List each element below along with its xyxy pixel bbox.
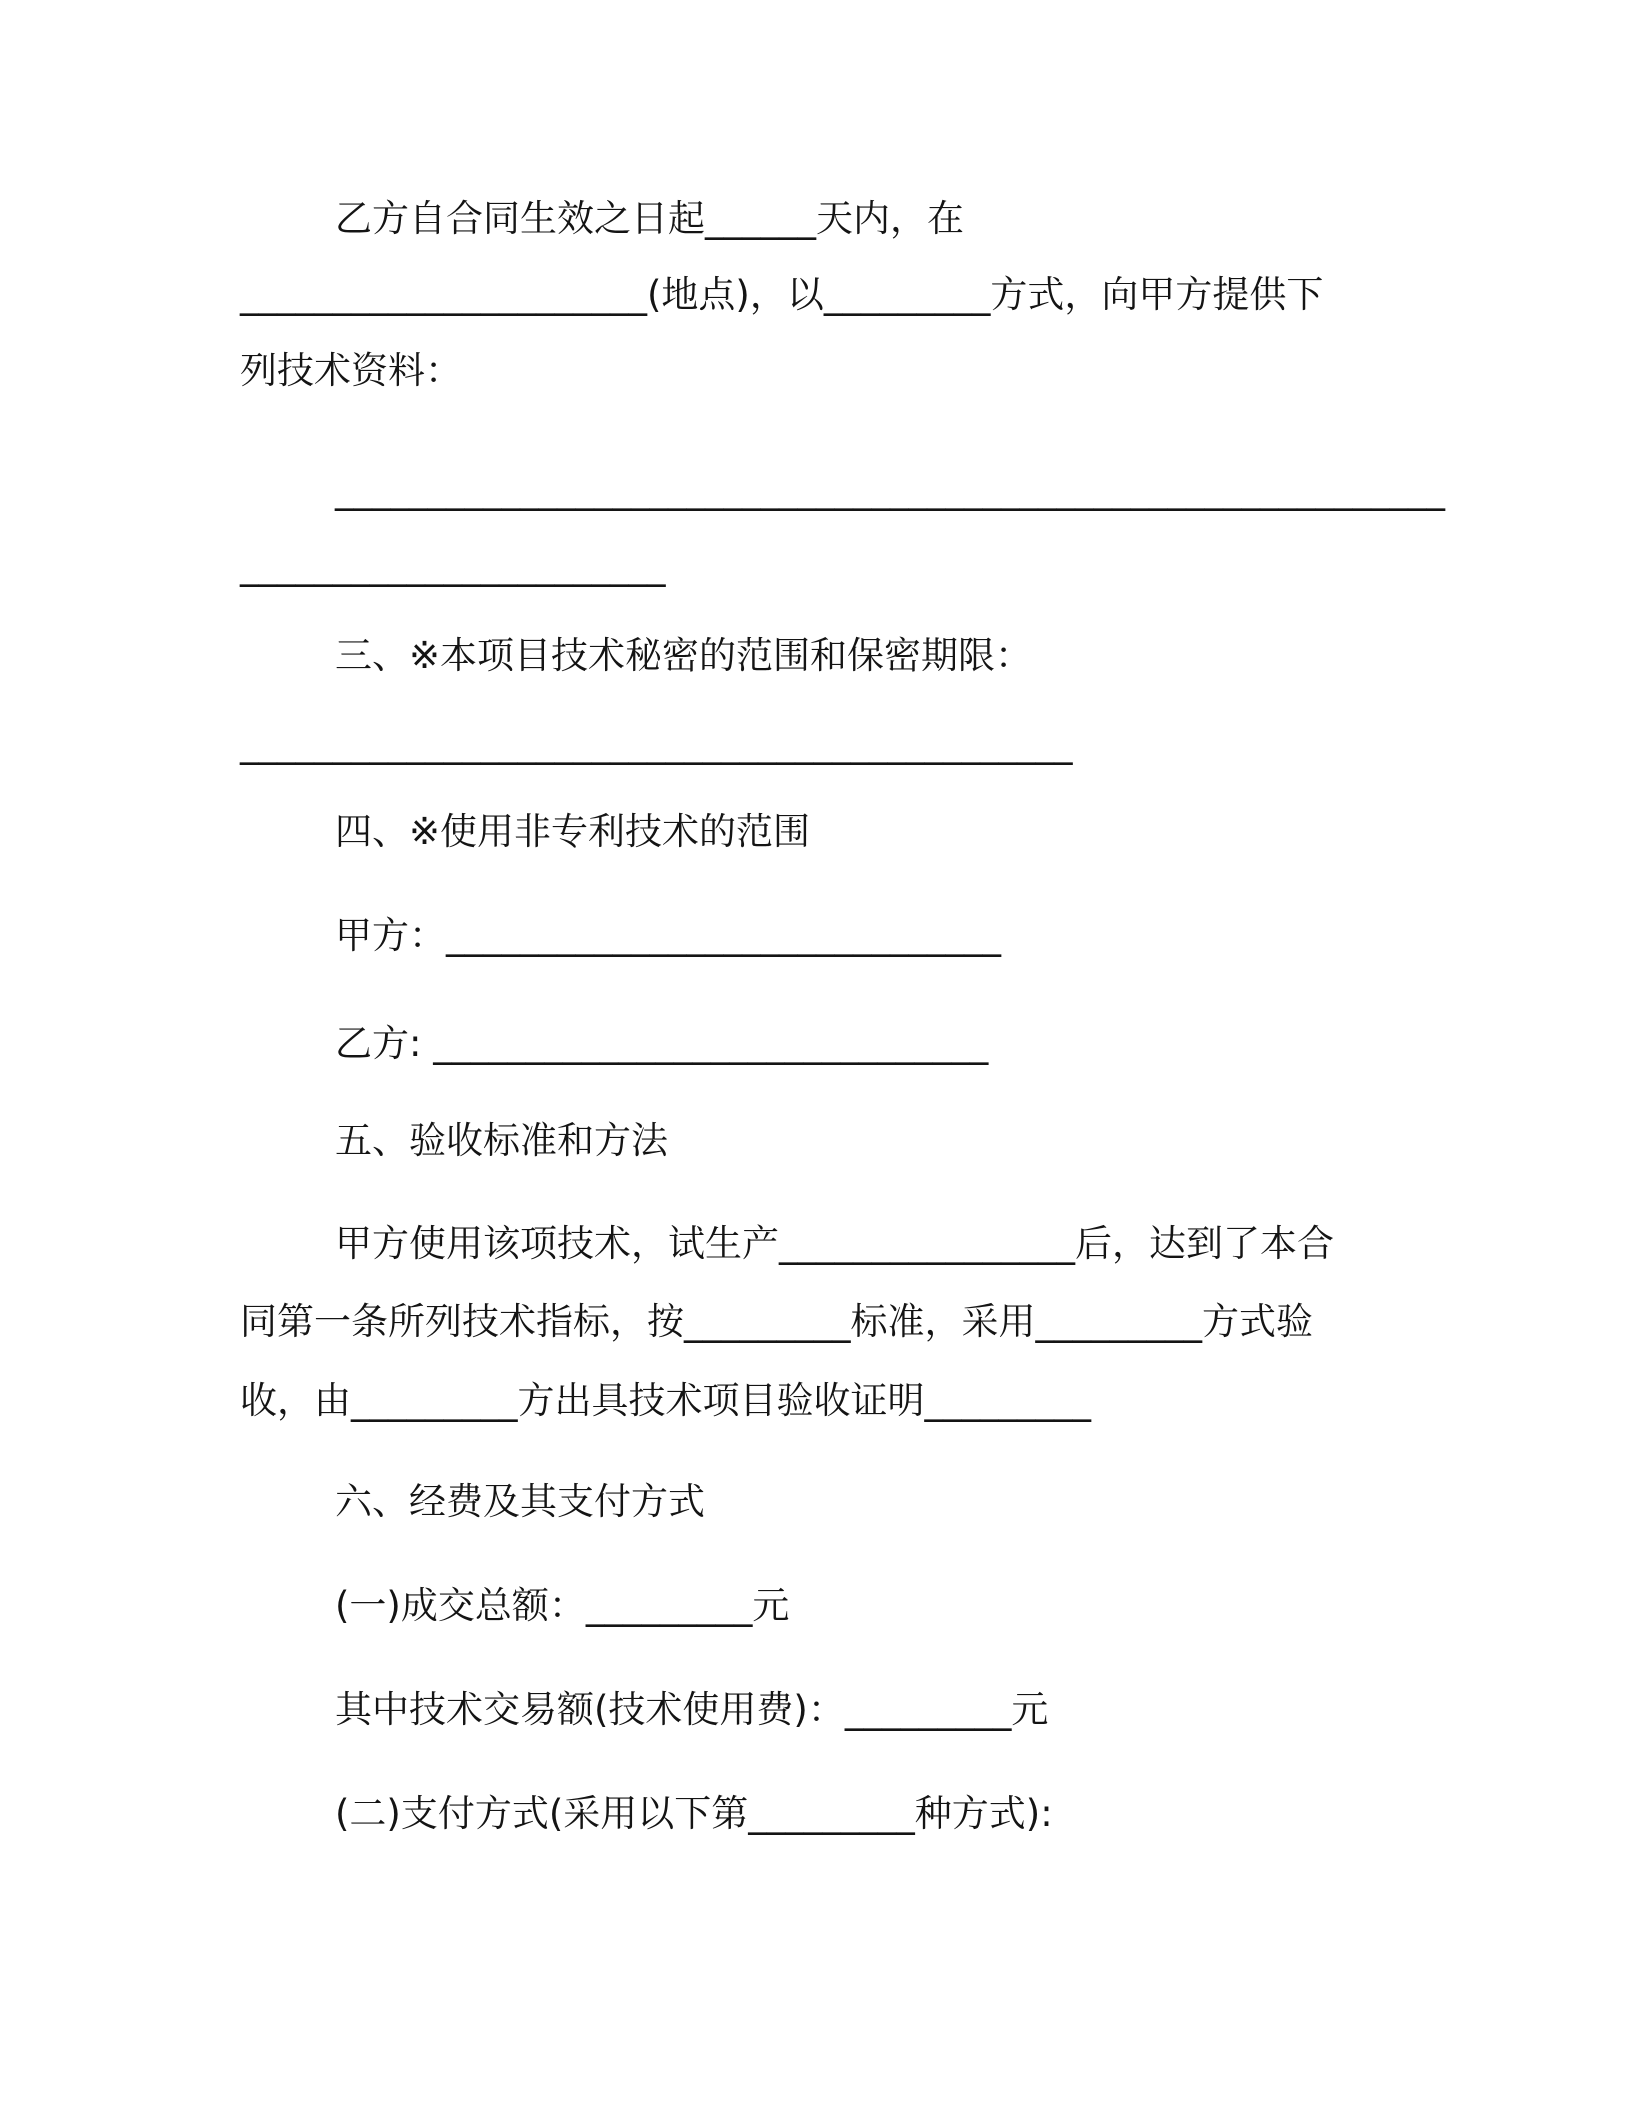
party-b-scope: 乙方: ______________________________ (335, 1022, 989, 1065)
paragraph-acceptance-line-3: 收，由_________方出具技术项目验收证明_________ (240, 1379, 1091, 1422)
blank-line-section-3: _____________________________________________ (240, 722, 1073, 765)
blank-line-materials-1: ____________________________________________________________ (335, 468, 1445, 511)
payment-method-line: (二)支付方式(采用以下第_________种方式): (335, 1792, 1053, 1835)
total-amount-line: (一)成交总额：_________元 (335, 1584, 790, 1627)
section-5-heading: 五、验收标准和方法 (335, 1119, 668, 1162)
technology-fee-line: 其中技术交易额(技术使用费)：_________元 (335, 1688, 1049, 1731)
paragraph-acceptance-line-1: 甲方使用该项技术，试生产________________后，达到了本合 (335, 1222, 1334, 1265)
section-4-heading: 四、※使用非专利技术的范围 (335, 810, 811, 853)
paragraph-acceptance-line-2: 同第一条所列技术指标，按_________标准，采用_________方式验 (240, 1300, 1313, 1343)
section-6-heading: 六、经费及其支付方式 (335, 1480, 705, 1523)
party-a-scope: 甲方：______________________________ (335, 914, 1001, 957)
paragraph-delivery-line-1: 乙方自合同生效之日起______天内，在 (335, 197, 964, 240)
paragraph-delivery-line-3: 列技术资料： (240, 349, 462, 392)
paragraph-delivery-line-2: ______________________(地点)，以_________方式，向甲方提供下 (240, 273, 1324, 316)
section-3-heading: 三、※本项目技术秘密的范围和保密期限： (335, 634, 1033, 677)
blank-line-materials-2: _______________________ (240, 544, 666, 587)
